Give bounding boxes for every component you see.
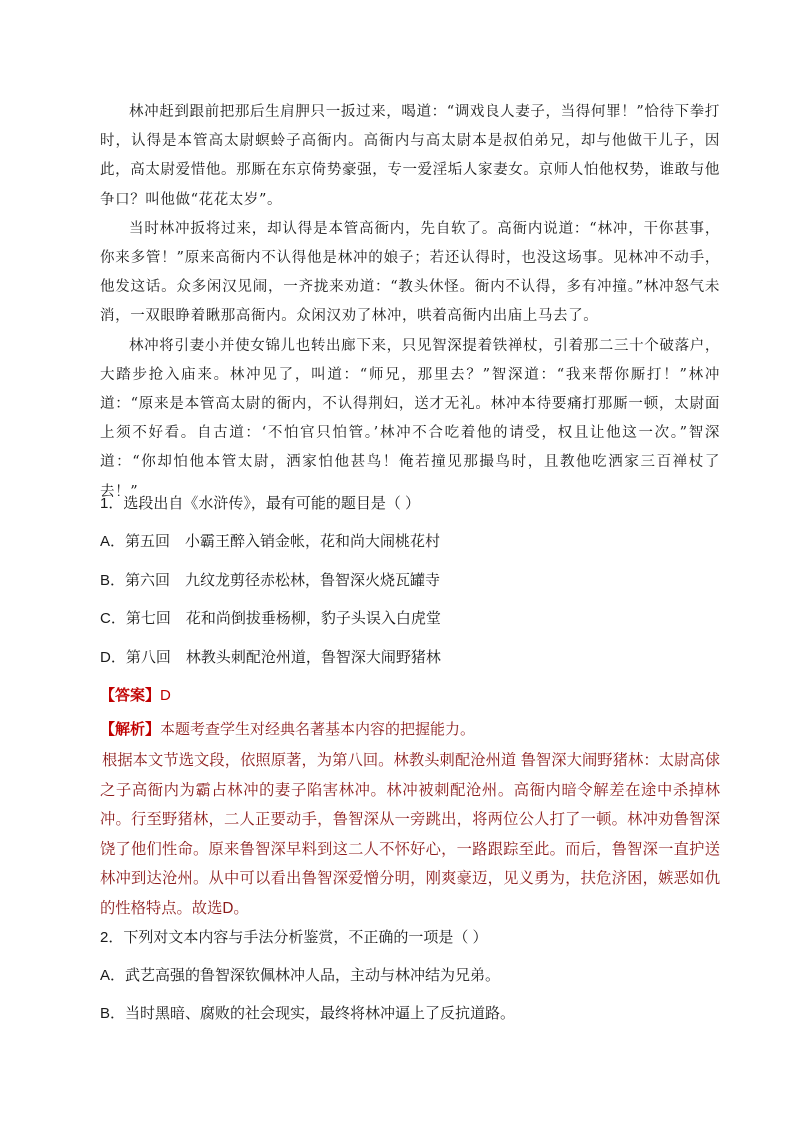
reading-passage [100, 98, 720, 507]
question-2-stem: 2．下列对文本内容与手法分析鉴赏，不正确的一项是（ ） [100, 929, 488, 946]
answer-tag: 【答案】 [100, 687, 161, 704]
question-1-option-b: B．第六回 九纹龙剪径赤松林，鲁智深火烧瓦罐寺 [100, 572, 441, 589]
passage-paragraph-2: 当时林冲扳将过来，却认得是本管高衙内，先自软了。高衙内说道：“林冲，干你甚事，你来多管！”原来高衙内不认得他是林冲的娘子；若还认得时，也没这场事。见林冲不动手，他发这话。众多闲汉见闹，一齐拢来劝道：“教头休怪。衙内不认得，多有冲撞。”林冲怒气未消，一双眼睁着瞅那高衙内。众闲汉劝了林冲，哄着高衙内出庙上马去了。 [100, 220, 720, 325]
answer-value: D [160, 687, 171, 704]
question-1-option-d: D．第八回 林教头刺配沧州道，鲁智深大闹野猪林 [100, 649, 441, 666]
answer-line [100, 684, 171, 705]
question-1-option-c: C．第七回 花和尚倒拔垂杨柳，豹子头误入白虎堂 [100, 610, 441, 627]
question-1-stem: 1．选段出自《水浒传》，最有可能的题目是（ ） [100, 495, 421, 512]
explanation-body [100, 746, 720, 923]
question-2-option-a: A．武艺高强的鲁智深钦佩林冲人品，主动与林冲结为兄弟。 [100, 967, 501, 984]
explanation-tag: 【解析】 [100, 721, 161, 738]
question-1-option-a: A．第五回 小霸王醉入销金帐，花和尚大闹桃花村 [100, 533, 441, 550]
passage-paragraph-1: 林冲赶到跟前把那后生肩胛只一扳过来，喝道：“调戏良人妻子，当得何罪！”恰待下拳打时，认得是本管高太尉螟蛉子高衙内。高衙内与高太尉本是叔伯弟兄，却与他做干儿子，因此，高太尉爱惜他。那厮在东京倚势豪强，专一爱淫垢人家妻女。京师人怕他权势，谁敢与他争口？叫他做“花花太岁”。 [100, 104, 720, 208]
passage-paragraph-3: 林冲将引妻小并使女锦儿也转出廊下来，只见智深提着铁禅杖，引着那二三十个破落户，大踏步抢入庙来。林冲见了，叫道：“师兄，那里去？”智深道：“我来帮你厮打！”林冲道：“原来是本管高太尉的衙内，不认得荆妇，送才无礼。林冲本待要痛打那厮一顿，太尉面上须不好看。自古道：‘不怕官只怕管。’林冲不合吃着他的请受，权且让他这一次。”智深道：“你却怕他本管太尉，洒家怕他甚鸟！俺若撞见那撮鸟时，且教他吃洒家三百禅杖了去！” [100, 337, 720, 500]
question-2-option-b: B．当时黑暗、腐败的社会现实，最终将林冲逼上了反抗道路。 [100, 1005, 516, 1022]
explanation-summary: 本题考查学生对经典名著基本内容的把握能力。 [160, 721, 476, 738]
explanation-paragraph: 根据本文节选文段，依照原著，为第八回。林教头刺配沧州道 鲁智深大闹野猪林：太尉高俅之子高衙内为霸占林冲的妻子陷害林冲。林冲被刺配沧州。高衙内暗令解差在途中杀掉林冲。行至野猪林，二人正要动手，鲁智深从一旁跳出，将两位公人打了一顿。林冲劝鲁智深饶了他们性命。原来鲁智深早料到这二人不怀好心，一路跟踪至此。而后，鲁智深一直护送林冲到达沧州。从中可以看出鲁智深爱憎分明，刚爽豪迈，见义勇为，扶危济困，嫉恶如仇的性格特点。故选D。 [100, 752, 720, 917]
explanation-line [100, 718, 475, 739]
